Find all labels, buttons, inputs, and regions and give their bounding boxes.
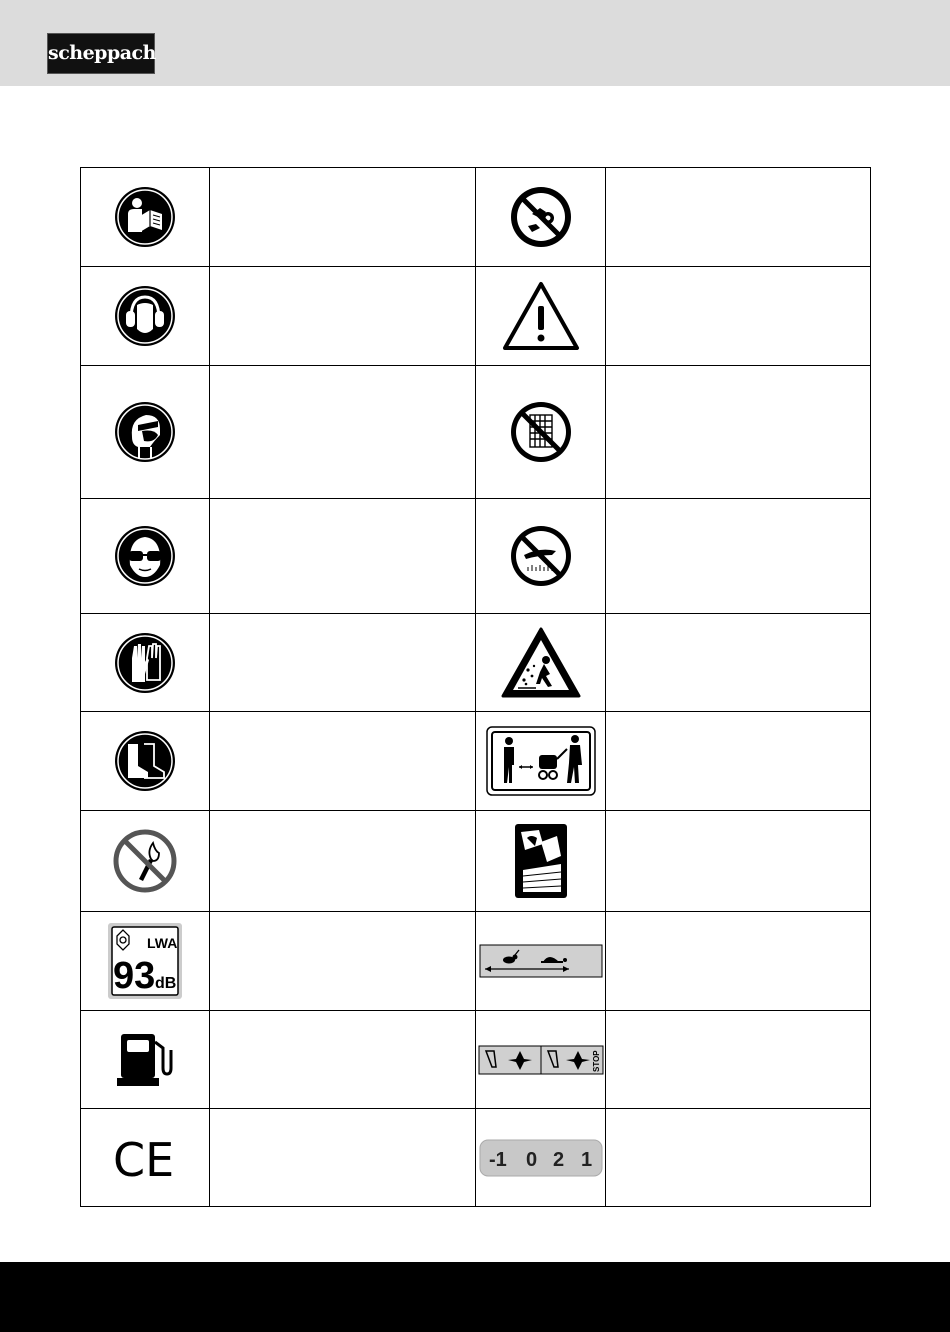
- symbol-description: [606, 912, 871, 1011]
- gear-value: 1: [580, 1148, 592, 1171]
- symbol-cell: [81, 168, 210, 267]
- fuel-pump-icon: [115, 1030, 175, 1090]
- table-row: [81, 499, 871, 614]
- symbol-description: [606, 712, 871, 811]
- symbol-cell: [476, 366, 606, 499]
- sound-power-level-icon: [107, 922, 183, 1000]
- symbol-description: [210, 912, 476, 1011]
- symbol-description: [606, 168, 871, 267]
- symbol-description: [210, 366, 476, 499]
- symbol-description: [210, 499, 476, 614]
- warning-triangle-icon: [501, 280, 581, 352]
- blade-stop-lever-icon: [478, 1045, 604, 1075]
- sound-value: 93: [113, 955, 156, 997]
- symbol-cell: [81, 712, 210, 811]
- symbol-description: [210, 712, 476, 811]
- symbol-description: [210, 1109, 476, 1207]
- symbol-description: [606, 614, 871, 712]
- symbol-cell: [81, 267, 210, 366]
- symbol-description: [606, 1011, 871, 1109]
- symbol-description: [606, 1109, 871, 1207]
- symbol-cell: [476, 1109, 606, 1207]
- keep-bystanders-away-icon: [485, 725, 597, 797]
- symbol-cell: [476, 712, 606, 811]
- symbol-cell: [476, 499, 606, 614]
- safety-symbols-table: [80, 167, 871, 1207]
- symbol-cell: [476, 267, 606, 366]
- table-row: [81, 1011, 871, 1109]
- ce-label: CE: [113, 1135, 175, 1180]
- table-row: [81, 267, 871, 366]
- table-row: [81, 168, 871, 267]
- symbol-cell: [476, 168, 606, 267]
- symbol-description: [606, 366, 871, 499]
- symbol-description: [210, 811, 476, 912]
- gear-value: 0: [525, 1148, 537, 1171]
- lwa-label: LWA: [147, 935, 178, 951]
- flying-debris-warning-icon: [500, 626, 582, 700]
- symbol-cell: [476, 811, 606, 912]
- safety-boots-icon: [114, 730, 176, 792]
- read-manual-icon: [114, 186, 176, 248]
- table-row: [81, 712, 871, 811]
- gear-selector-icon: [479, 1139, 603, 1177]
- gear-value: -1: [488, 1148, 507, 1171]
- ear-protection-icon: [114, 285, 176, 347]
- symbol-description: [606, 267, 871, 366]
- symbol-cell: [81, 912, 210, 1011]
- symbol-description: [210, 267, 476, 366]
- symbol-cell: [81, 1109, 210, 1207]
- symbol-cell: [81, 366, 210, 499]
- symbol-cell: [476, 912, 606, 1011]
- symbol-description: [210, 168, 476, 267]
- table-row: [81, 912, 871, 1011]
- symbol-cell: [476, 614, 606, 712]
- symbol-description: [606, 811, 871, 912]
- ce-mark-icon: [111, 1136, 179, 1180]
- scheppach-logo: scheppach: [47, 33, 155, 74]
- no-grass-catcher-removal-icon: [510, 401, 572, 463]
- slope-hazard-icon: [513, 822, 569, 900]
- symbol-cell: [81, 1011, 210, 1109]
- header-bar: [0, 0, 950, 86]
- no-rain-use-icon: [510, 525, 572, 587]
- symbol-cell: [81, 499, 210, 614]
- stop-label: STOP: [591, 1049, 601, 1072]
- protective-gloves-icon: [114, 632, 176, 694]
- dust-mask-icon: [114, 401, 176, 463]
- eye-protection-icon: [114, 525, 176, 587]
- table-row: [81, 366, 871, 499]
- no-open-flame-icon: [113, 829, 177, 893]
- footer-bar: [0, 1262, 950, 1332]
- speed-hare-tortoise-icon: [479, 944, 603, 978]
- table-row: [81, 614, 871, 712]
- symbol-description: [210, 614, 476, 712]
- table-row: [81, 811, 871, 912]
- symbol-description: [606, 499, 871, 614]
- symbol-cell: [81, 811, 210, 912]
- no-hands-near-blade-icon: [510, 186, 572, 248]
- gear-value: 2: [552, 1148, 564, 1171]
- table-row: [81, 1109, 871, 1207]
- sound-unit: dB: [155, 975, 177, 992]
- symbol-description: [210, 1011, 476, 1109]
- symbol-cell: [476, 1011, 606, 1109]
- symbol-cell: [81, 614, 210, 712]
